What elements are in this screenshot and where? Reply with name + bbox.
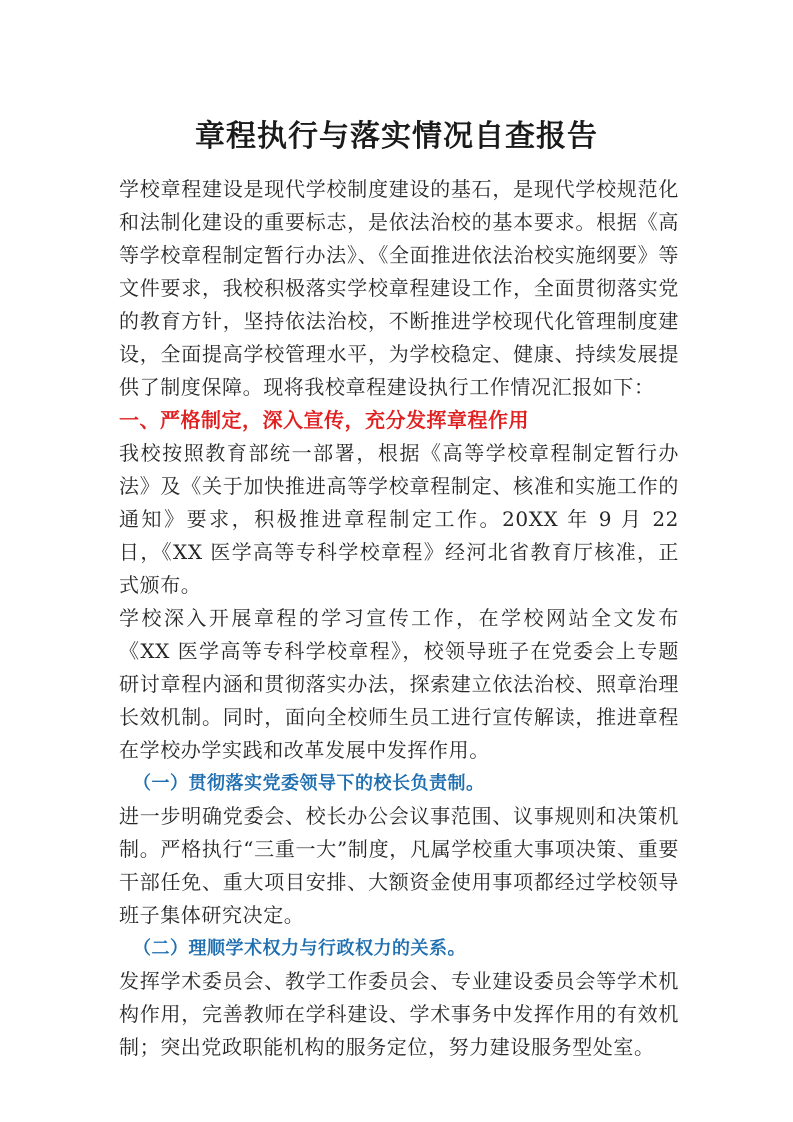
document-title: 章程执行与落实情况自查报告 — [195, 119, 598, 154]
section-paragraph: 学校深入开展章程的学习宣传工作，在学校网站全文发布《XX 医学高等专科学校章程》，校领导班子在党委会上专题研讨章程内涵和贯彻落实办法，探索建立依法治校、照章治理长效机制。同时，面向全校师生员工进行宣传解读，推进章程在学校办学实践和改革发展中发挥作用。 — [119, 606, 679, 762]
intro-paragraph: 学校章程建设是现代学校制度建设的基石，是现代学校规范化和法制化建设的重要标志，是依法治校的基本要求。根据《高等学校章程制定暂行办法》、《全面推进依法治校实施纲要》等文件要求，我校积极落实学校章程建设工作，全面贯彻落实党的教育方针，坚持依法治校，不断推进学校现代化管理制度建设，全面提高学校管理水平，为学校稳定、健康、持续发展提供了制度保障。现将我校章程建设执行工作情况汇报如下： — [119, 177, 679, 399]
subsection-paragraph: 发挥学术委员会、教学工作委员会、专业建设委员会等学术机构作用，完善教师在学科建设、学术事务中发挥作用的有效机制；突出党政职能机构的服务定位，努力建设服务型处室。 — [119, 969, 679, 1059]
document-body — [119, 173, 679, 1064]
subsection-heading: （二）理顺学术权力与行政权力的关系。 — [133, 938, 466, 959]
section-heading: 一、严格制定，深入宣传，充分发挥章程作用 — [119, 408, 529, 432]
subsection-heading: （一）贯彻落实党委领导下的校长负责制。 — [133, 773, 485, 794]
subsection-paragraph: 进一步明确党委会、校长办公会议事范围、议事规则和决策机制。严格执行“三重一大”制度，凡属学校重大事项决策、重要干部任免、重大项目安排、大额资金使用事项都经过学校领导班子集体研究决定。 — [119, 804, 679, 927]
section-paragraph: 我校按照教育部统一部署，根据《高等学校章程制定暂行办法》及《关于加快推进高等学校章程制定、核准和实施工作的通知》要求，积极推进章程制定工作。20XX 年 9 月 22 日，《XX 医学高等专科学校章程》经河北省教育厅核准，正式颁布。 — [119, 441, 679, 597]
